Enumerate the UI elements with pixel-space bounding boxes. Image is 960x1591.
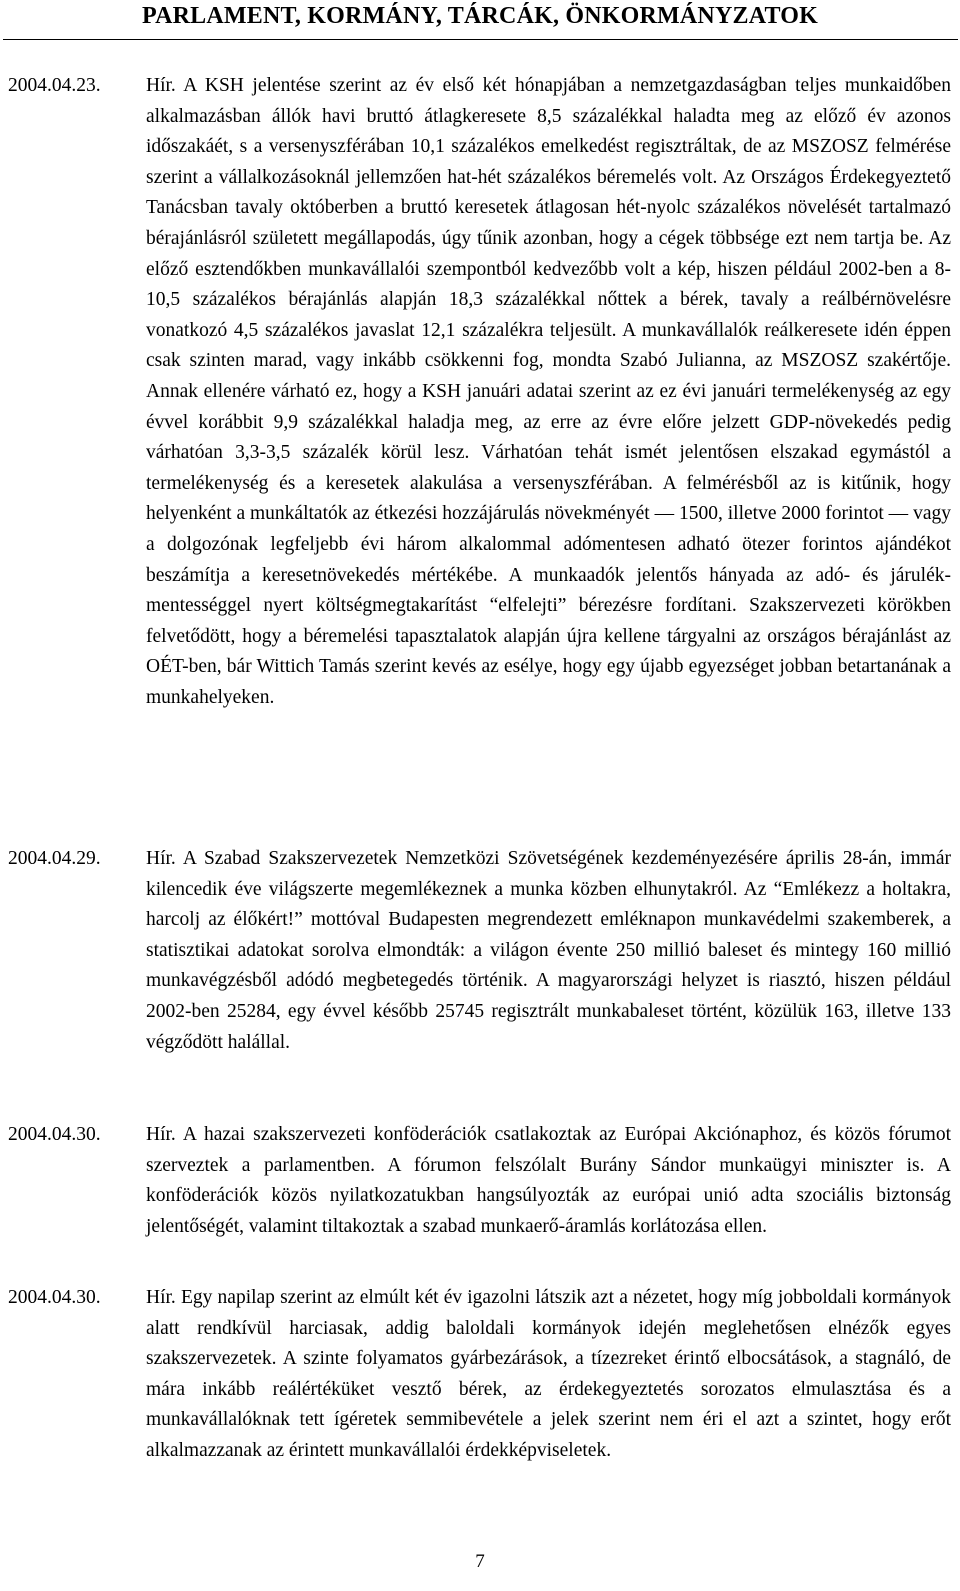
entry-date: 2004.04.23.	[8, 75, 101, 96]
page-number: 7	[475, 1551, 485, 1572]
entry-text: Hír. A KSH jelentése szerint az év első két hónapjában a nemzetgazdaságban teljes munkaidőben alkalmazásban állók havi bruttó átlagkeresete 8,5 százalékkal haladta meg az előző év azonos időszakáét, s a versenyszférában 10,1 százalékos emelkedést regisztráltak, de az MSZOSZ felmérése szerint a vállalkozásoknál jellemzően hat-hét százalékos béremelés volt. Az Országos Érdekegyeztető Tanácsban tavaly októberben a bruttó keresetek átlagosan hét-nyolc százalékos növelését tartalmazó bérajánlásról született megállapodás, úgy tűnik azonban, hogy a cégek többsége ezt nem tartja be. Az előző esztendőkben munkavállalói szempontból kedvezőbb volt a kép, hiszen például 2002-ben a 8-10,5 százalékos bérajánlás alapján 18,3 százalékkal nőttek a bérek, tavaly a reálbérnövelésre vonatkozó 4,5 százalékos javaslat 12,1 százalékra teljesült. A munkavállalók reálkeresete idén éppen csak szinten marad, vagy inkább csökkenni fog, mondta Szabó Julianna, az MSZOSZ szakértője. Annak ellenére várható ez, hogy a KSH januári adatai szerint az ez évi januári termelékenység az egy évvel korábbit 9,9 százalékkal haladja meg, az erre az évre előre jelzett GDP-növekedés pedig várhatóan 3,3-3,5 százalék körül lesz. Várhatóan tehát ismét jelentősen elszakad egymástól a termelékenység és a keresetek alakulása a versenyszférában. A felmérésből az is kitűnik, hogy helyenként a munkáltatók az étkezési hozzájárulás növekményét — 1500, illetve 2000 forintot — vagy a dolgozónak legfeljebb évi három alkalommal adómentesen adható ötezer forintos ajándékot beszámítja a keresetnövekedés mértékébe. A munkaadók jelentős hányada az adó- és járulék-mentességgel nyert költségmegtakarítást “elfelejti” bérezésre fordítani. Szakszervezeti körökben felvetődött, hogy a béremelési tapasztalatok alapján újra kellene tárgyalni az országos bérajánlást az OÉT-ben, bár Wittich Tamás szerint kevés az esélye, hogy egy újabb egyezséget jobban betartanának a munkahelyeken.	[146, 75, 951, 708]
entry-text: Hír. A Szabad Szakszervezetek Nemzetközi Szövetségének kezdeményezésére április 28-án, immár kilencedik éve világszerte megemlékeznek a munka közben elhunytakról. Az “Emlékezz a holtakra, harcolj az élőkért!” mottóval Budapesten megrendezett emléknapon munkavédelmi szakemberek, a statisztikai adatokat sorolva elmondták: a világon évente 250 millió baleset és mintegy 160 millió munkavégzésből adódó megbetegedés történik. A magyarországi helyzet is riasztó, hiszen például 2002-ben 25284, egy évvel később 25745 regisztrált munkabaleset történt, közülük 163, illetve 133 végződött halállal.	[146, 848, 951, 1053]
header-divider	[3, 39, 958, 40]
entry-date: 2004.04.29.	[8, 848, 101, 869]
entry-date: 2004.04.30.	[8, 1287, 101, 1308]
entry-date: 2004.04.30.	[8, 1124, 101, 1145]
running-header: PARLAMENT, KORMÁNY, TÁRCÁK, ÖNKORMÁNYZATOK	[142, 3, 818, 29]
entry-text: Hír. A hazai szakszervezeti konföderációk csatlakoztak az Európai Akciónaphoz, és közös fórumot szerveztek a parlamentben. A fórumon felszólalt Burány Sándor munkaügyi miniszter is. A konföderációk közös nyilatkozatukban hangsúlyozták az európai unió adta szociális biztonság jelentőségét, valamint tiltakoztak a szabad munkaerő-áramlás korlátozása ellen.	[146, 1124, 951, 1237]
entry-text: Hír. Egy napilap szerint az elmúlt két év igazolni látszik azt a nézetet, hogy míg jobboldali kormányok alatt rendkívül harciasak, addig baloldali kormányok idején meglehetősen elnézők egyes szakszervezetek. A szinte folyamatos gyárbezárások, a tízezreket érintő elbocsátások, a stagnáló, de mára inkább reálértéküket vesztő bérek, az érdekegyeztetés sorozatos elmulasztása és a munkavállalóknak tett ígéretek semmibevétele a jelek szerint nem éri el azt a szintet, hogy erőt alkalmazzanak az érintett munkavállalói érdekképviseletek.	[146, 1287, 951, 1461]
